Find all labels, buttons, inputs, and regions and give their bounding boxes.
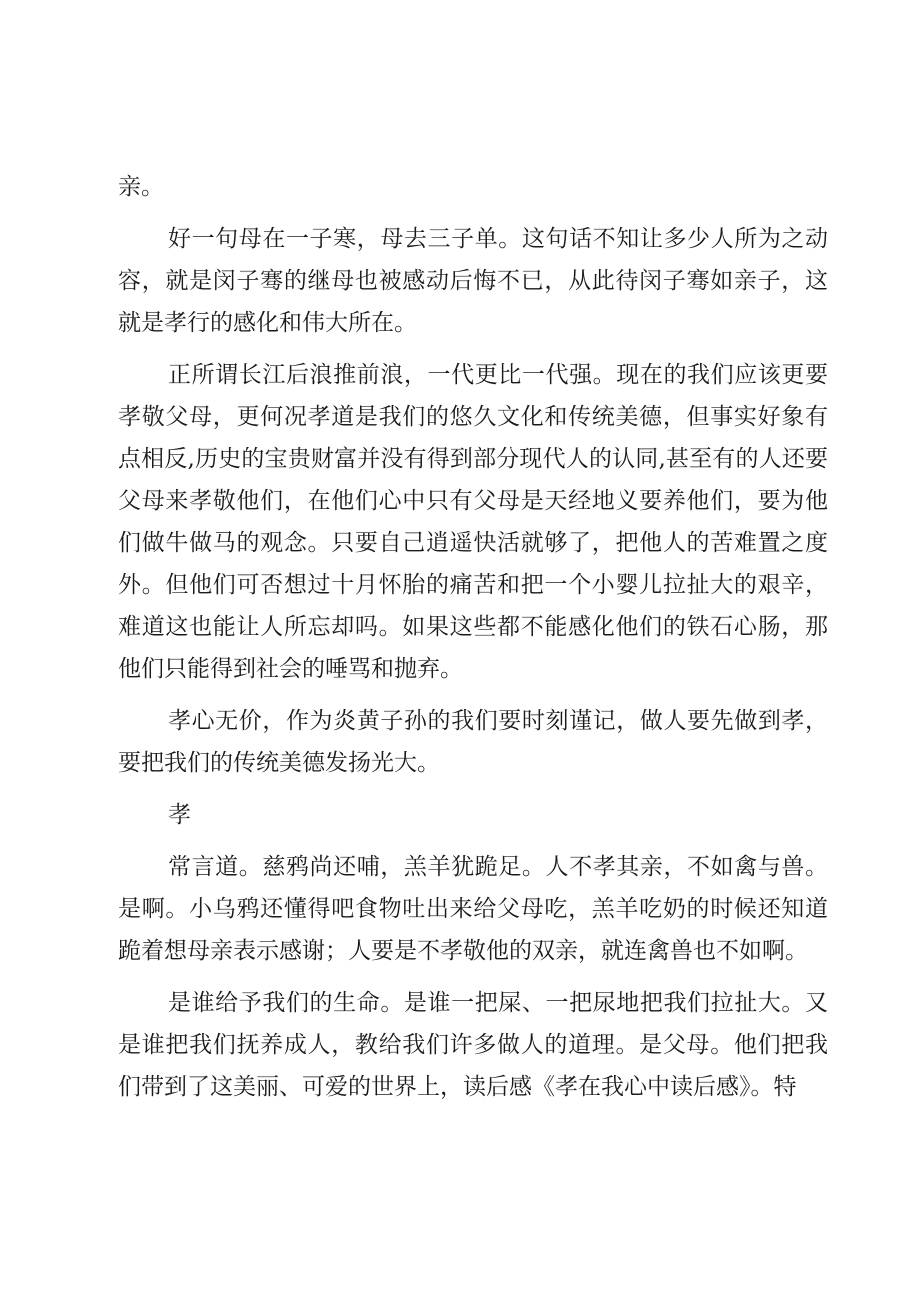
paragraph-3: 正所谓长江后浪推前浪，一代更比一代强。现在的我们应该更要孝敬父母，更何况孝道是我们的悠久文化和传统美德，但事实好象有点相反,历史的宝贵财富并没有得到部分现代人的认同,甚至有的人还要父母来孝敬他们，在他们心中只有父母是天经地义要养他们，要为他们做牛做马的观念。只要自己逍遥快活就够了，把他人的苦难置之度外。但他们可否想过十月怀胎的痛苦和把一个小婴儿拉扯大的艰辛，难道这也能让人所忘却吗。如果这些都不能感化他们的铁石心肠，那他们只能得到社会的唾骂和抛弃。 bbox=[118, 362, 828, 682]
paragraph-4: 孝心无价，作为炎黄子孙的我们要时刻谨记，做人要先做到孝，要把我们的传统美德发扬光大。 bbox=[118, 708, 828, 776]
paragraph-1: 亲。 bbox=[118, 174, 164, 200]
paragraph-5: 常言道。慈鸦尚还哺，羔羊犹跪足。人不孝其亲，不如禽与兽。是啊。小乌鸦还懂得吧食物吐出来给父母吃，羔羊吃奶的时候还知道跪着想母亲表示感谢；人要是不孝敬他的双亲，就连禽兽也不如啊。 bbox=[118, 854, 828, 964]
section-heading: 孝 bbox=[168, 802, 191, 828]
document-body bbox=[118, 166, 828, 1108]
paragraph-6: 是谁给予我们的生命。是谁一把屎、一把尿地把我们拉扯大。又是谁把我们抚养成人，教给我们许多做人的道理。是父母。他们把我们带到了这美丽、可爱的世界上，读后感《孝在我心中读后感》。特 bbox=[118, 990, 828, 1100]
paragraph-2: 好一句母在一子寒，母去三子单。这句话不知让多少人所为之动容，就是闵子骞的继母也被感动后悔不已，从此待闵子骞如亲子，这就是孝行的感化和伟大所在。 bbox=[118, 226, 828, 336]
